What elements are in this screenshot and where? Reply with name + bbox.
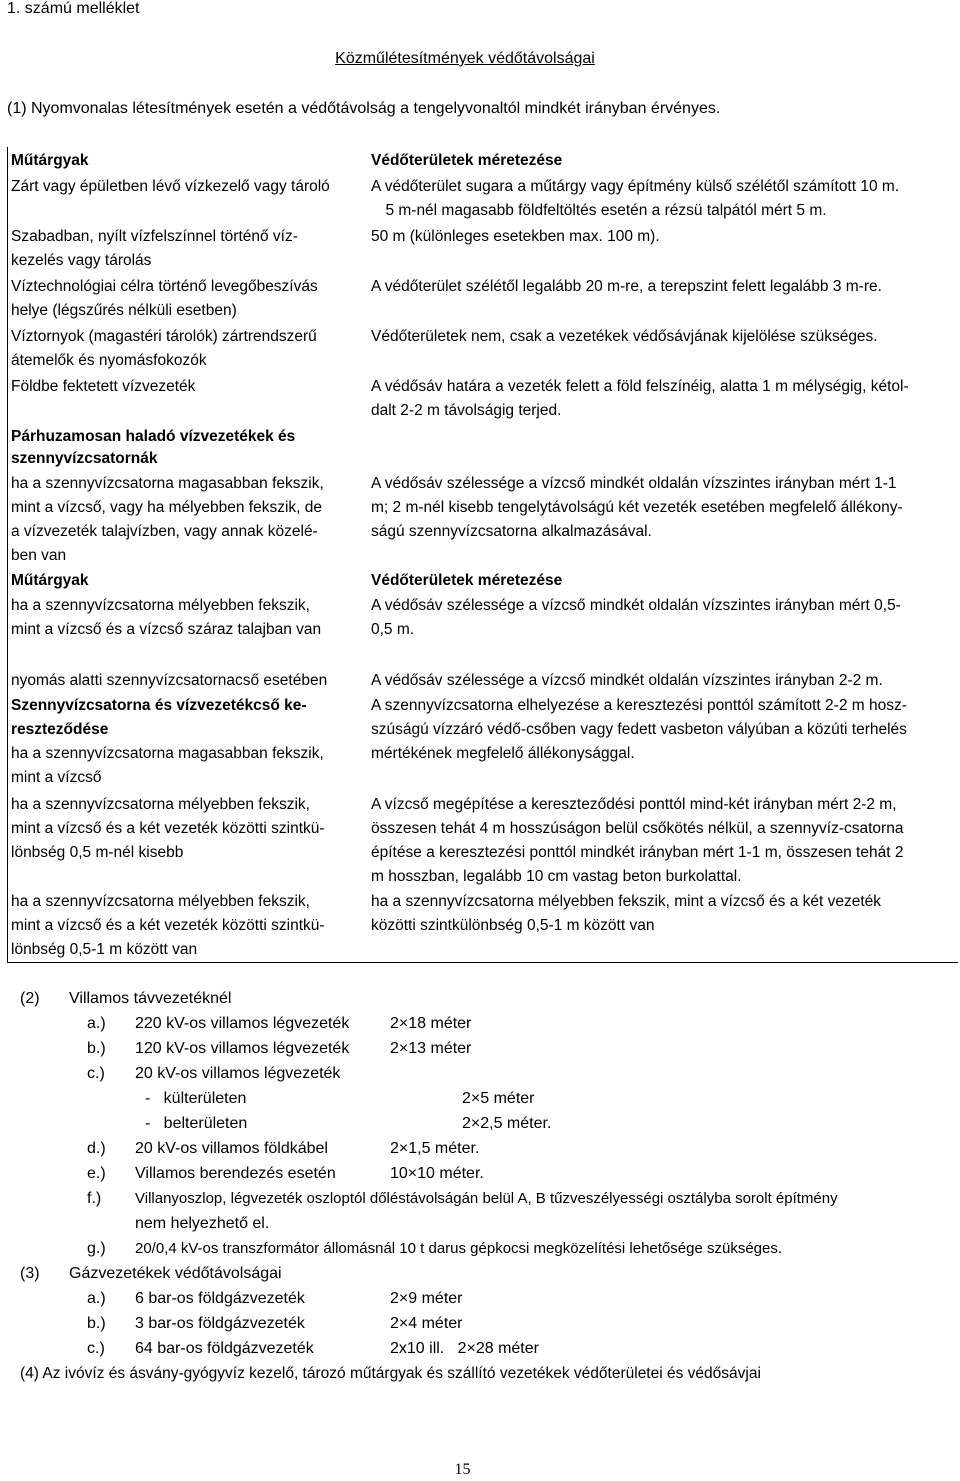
row-left: a vízvezeték talajvízben, vagy annak közelé-: [11, 523, 318, 540]
list-item: 20 kV-os villamos légvezeték: [135, 1065, 341, 1082]
list-value: 2×2,5 méter.: [462, 1115, 552, 1132]
list-item: nem helyezhető el.: [135, 1215, 270, 1232]
row-left: ha a szennyvízcsatorna mélyebben fekszik,: [11, 796, 310, 813]
list-key: b.): [87, 1040, 106, 1057]
row-right: mértékének megfelelő állékonysággal.: [371, 745, 635, 762]
row-right: közötti szintkülönbség 0,5-1 m között van: [371, 917, 655, 934]
section-title: Gázvezetékek védőtávolságai: [69, 1265, 282, 1282]
annex-label: 1. számú melléklet: [7, 0, 140, 17]
list-subitem: - belterületen: [145, 1115, 248, 1132]
list-item: 6 bar-os földgázvezeték: [135, 1290, 305, 1307]
row-right: építése a keresztezési ponttól mindkét irányban mért 1-1 m, összesen tehát 2: [371, 844, 904, 861]
row-left: ben van: [11, 547, 67, 564]
row-left: Párhuzamosan haladó vízvezetékek és: [11, 428, 296, 445]
list-key: f.): [87, 1190, 102, 1207]
row-left: Földbe fektetett vízvezeték: [11, 378, 196, 395]
paragraph-1: (1) Nyomvonalas létesítmények esetén a védőtávolság a tengelyvonaltól mindkét irányban érvényes.: [7, 100, 721, 117]
list-key: b.): [87, 1315, 106, 1332]
header-right: Védőterületek méretezése: [371, 152, 563, 169]
row-right: m hosszban, legalább 10 cm vastag beton burkolattal.: [371, 868, 742, 885]
list-key: g.): [87, 1240, 106, 1257]
list-item: 20/0,4 kV-os transzformátor állomásnál 10 t darus gépkocsi megközelítési lehetősége szükséges.: [135, 1240, 783, 1257]
row-right: A védősáv szélessége a vízcső mindkét oldalán vízszintes irányban mért 1-1: [371, 475, 897, 492]
row-left: mint a vízcső és a két vezeték közötti szintkü-: [11, 917, 325, 934]
row-right: A védőterület sugara a műtárgy vagy építmény külső szélétől számított 10 m.: [371, 178, 900, 195]
section-number: (3): [20, 1265, 40, 1282]
list-item: Villamos berendezés esetén: [135, 1165, 336, 1182]
row-right: ha a szennyvízcsatorna mélyebben fekszik, mint a vízcső és a két vezeték: [371, 893, 882, 910]
row-left: helye (légszűrés nélküli esetben): [11, 302, 237, 319]
row-right: dalt 2-2 m távolságig terjed.: [371, 402, 562, 419]
list-item: 3 bar-os földgázvezeték: [135, 1315, 305, 1332]
row-left: ha a szennyvízcsatorna mélyebben fekszik,: [11, 893, 310, 910]
row-right: összesen tehát 4 m hosszúságon belül csőkötés nélkül, a szennyvíz-csatorna: [371, 820, 904, 837]
header-left: Műtárgyak: [11, 152, 89, 169]
row-left: Műtárgyak: [11, 572, 89, 589]
document-title: Közműlétesítmények védőtávolságai: [335, 50, 595, 67]
row-left: Zárt vagy épületben lévő vízkezelő vagy tároló: [11, 178, 330, 195]
list-key: c.): [87, 1065, 105, 1082]
row-left: szennyvízcsatornák: [11, 450, 158, 467]
row-left: mint a vízcső, vagy ha mélyebben fekszik, de: [11, 499, 323, 516]
row-left: kezelés vagy tárolás: [11, 252, 152, 269]
list-value: 2×1,5 méter.: [390, 1140, 480, 1157]
list-value: 2×18 méter: [390, 1015, 472, 1032]
list-key: d.): [87, 1140, 106, 1157]
list-value: 2×4 méter: [390, 1315, 463, 1332]
row-left: ha a szennyvízcsatorna magasabban fekszik,: [11, 745, 324, 762]
row-left: reszteződése: [11, 721, 109, 738]
row-left: nyomás alatti szennyvízcsatornacső esetében: [11, 672, 328, 689]
list-value: 2×9 méter: [390, 1290, 463, 1307]
list-value: 10×10 méter.: [390, 1165, 484, 1182]
list-value: 2×13 méter: [390, 1040, 472, 1057]
row-right: Védőterületek méretezése: [371, 572, 563, 589]
row-right: ságú szennyvízcsatorna alkalmazásával.: [371, 523, 652, 540]
row-left: Szennyvízcsatorna és vízvezetékcső ke-: [11, 697, 307, 714]
protection-table: [7, 147, 958, 963]
row-left: mint a vízcső: [11, 769, 102, 786]
row-left: ha a szennyvízcsatorna magasabban fekszik,: [11, 475, 324, 492]
row-left: átemelők és nyomásfokozók: [11, 352, 207, 369]
row-right: A védősáv szélessége a vízcső mindkét oldalán vízszintes irányban mért 0,5-: [371, 597, 901, 614]
list-key: a.): [87, 1290, 106, 1307]
row-left: mint a vízcső és a két vezeték közötti szintkü-: [11, 820, 325, 837]
row-right: A szennyvízcsatorna elhelyezése a keresztezési ponttól számított 2-2 m hosz-: [371, 697, 907, 714]
list-item: 64 bar-os földgázvezeték: [135, 1340, 314, 1357]
section-title: Villamos távvezetéknél: [69, 990, 232, 1007]
row-right: m; 2 m-nél kisebb tengelytávolságú két vezeték esetében megfelelő állékony-: [371, 499, 903, 516]
list-key: c.): [87, 1340, 105, 1357]
row-right: 50 m (különleges esetekben max. 100 m).: [371, 228, 660, 245]
row-right: 5 m-nél magasabb földfeltöltés esetén a rézsü talpától mért 5 m.: [385, 202, 827, 219]
row-right: A védősáv szélessége a vízcső mindkét oldalán vízszintes irányban 2-2 m.: [371, 672, 883, 689]
section-number: (2): [20, 990, 40, 1007]
list-key: a.): [87, 1015, 106, 1032]
row-right: A védősáv határa a vezeték felett a föld felszínéig, alatta 1 m mélységig, kétol-: [371, 378, 909, 395]
row-left: lönbség 0,5 m-nél kisebb: [11, 844, 184, 861]
list-value: 2x10 ill. 2×28 méter: [390, 1340, 539, 1357]
row-left: Víztornyok (magastéri tárolók) zártrendszerű: [11, 328, 317, 345]
section-4: (4) Az ivóvíz és ásvány-gyógyvíz kezelő, tározó műtárgyak és szállító vezetékek védőterületei és védősávjai: [20, 1365, 761, 1382]
list-key: e.): [87, 1165, 106, 1182]
list-value: 2×5 méter: [462, 1090, 535, 1107]
list-item: Villanyoszlop, légvezeték oszloptól dőléstávolságán belül A, B tűzveszélyességi osztályba sorolt építmény: [135, 1190, 838, 1207]
row-left: lönbség 0,5-1 m között van: [11, 941, 198, 958]
list-subitem: - külterületen: [145, 1090, 247, 1107]
row-right: Védőterületek nem, csak a vezetékek védősávjának kijelölése szükséges.: [371, 328, 878, 345]
row-right: A vízcső megépítése a kereszteződési ponttól mind-két irányban mért 2-2 m,: [371, 796, 897, 813]
row-left: Víztechnológiai célra történő levegőbeszívás: [11, 278, 318, 295]
row-left: ha a szennyvízcsatorna mélyebben fekszik,: [11, 597, 310, 614]
list-item: 220 kV-os villamos légvezeték: [135, 1015, 350, 1032]
page-number: 15: [454, 1461, 471, 1478]
row-right: 0,5 m.: [371, 621, 415, 638]
row-right: A védőterület szélétől legalább 20 m-re, a terepszint felett legalább 3 m-re.: [371, 278, 882, 295]
list-item: 20 kV-os villamos földkábel: [135, 1140, 328, 1157]
list-item: 120 kV-os villamos légvezeték: [135, 1040, 350, 1057]
row-left: mint a vízcső és a vízcső száraz talajban van: [11, 621, 322, 638]
row-left: Szabadban, nyílt vízfelszínnel történő víz-: [11, 228, 298, 245]
row-right: szúságú vízzáró védő-csőben vagy fedett vasbeton vályúban a közúti terhelés: [371, 721, 907, 738]
